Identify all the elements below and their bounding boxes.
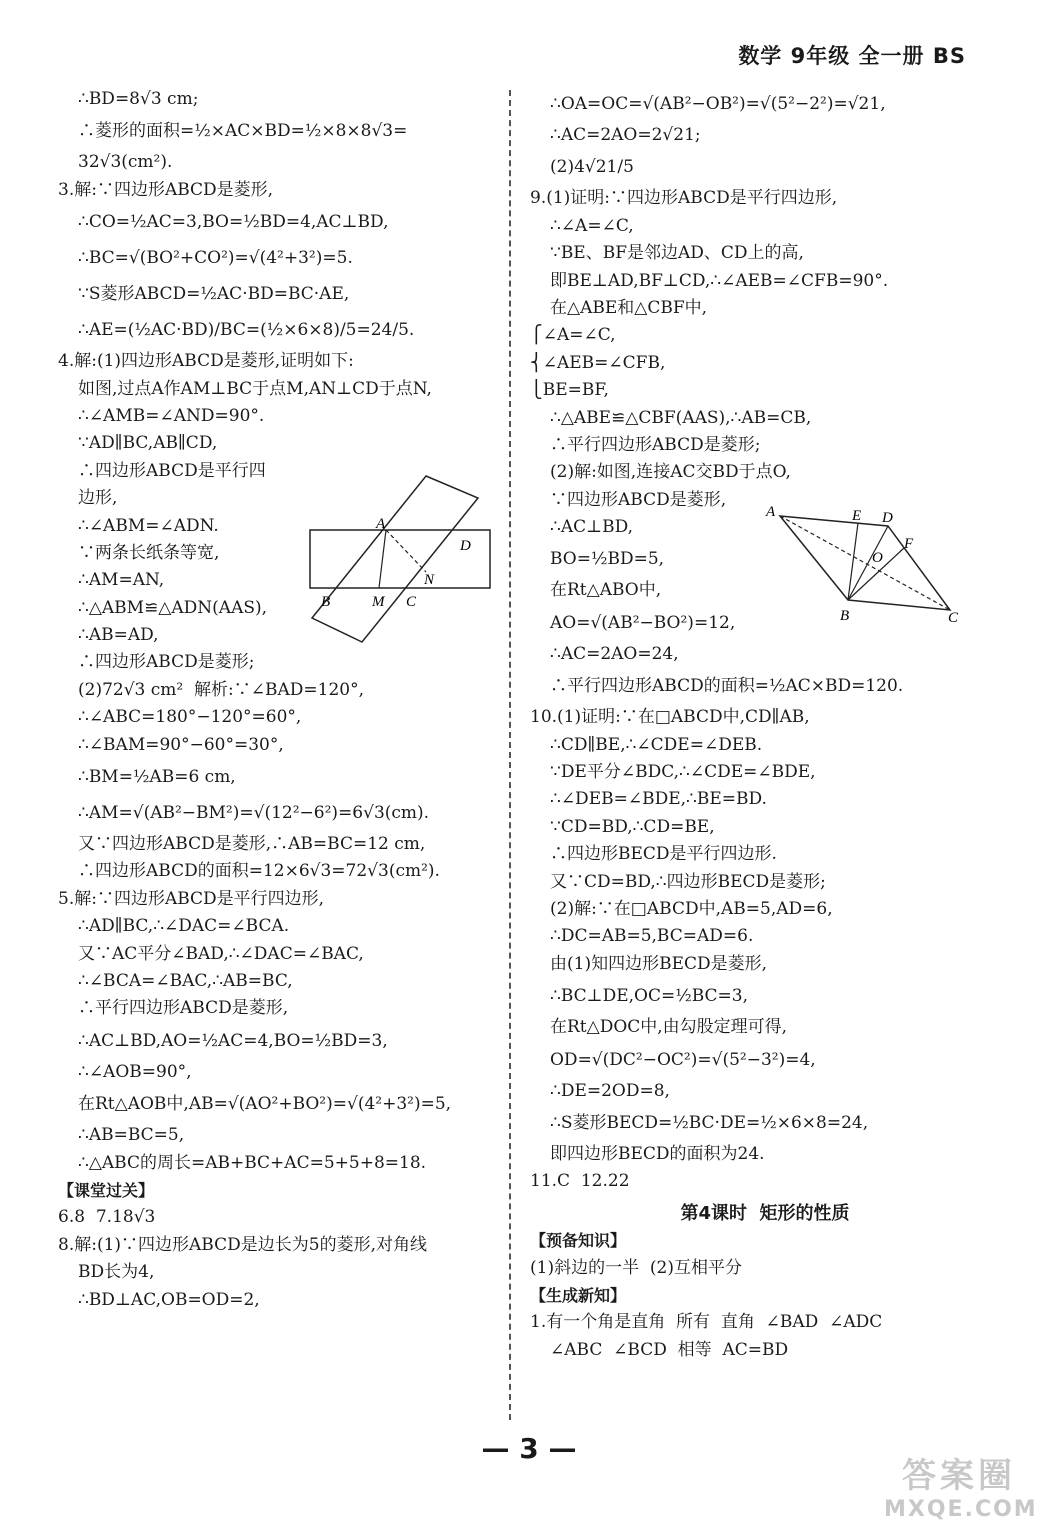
left-column-line: ∴菱形的面积=½×AC×BD=½×8×8√3= — [78, 121, 408, 142]
right-column-line: 在Rt△DOC中,由勾股定理可得, — [550, 1017, 788, 1038]
right-column-line: OD=√(DC²−OC²)=√(5²−3²)=4, — [550, 1049, 816, 1070]
right-column-line: ∴平行四边形ABCD是菱形; — [550, 434, 761, 455]
column-divider — [509, 90, 511, 1420]
right-column-line: ∴DC=AB=5,BC=AD=6. — [550, 926, 754, 947]
right-column-line: ∵CD=BD,∴CD=BE, — [550, 816, 715, 837]
right-column-line: ∴∠A=∠C, — [550, 215, 634, 236]
left-column-line: 又∵四边形ABCD是菱形,∴AB=BC=12 cm, — [78, 834, 426, 855]
label-m: M — [372, 594, 385, 610]
left-column-line: 32√3(cm²). — [78, 152, 173, 173]
right-column-line: 第4课时 矩形的性质 — [680, 1202, 850, 1224]
right-column-line: 又∵CD=BD,∴四边形BECD是菱形; — [550, 871, 826, 892]
left-column-line: 如图,过点A作AM⊥BC于点M,AN⊥CD于点N, — [78, 378, 432, 399]
watermark-top: 答案圈 — [902, 1456, 1016, 1496]
right-column-line: 1.有一个角是直角 所有 直角 ∠BAD ∠ADC — [530, 1312, 883, 1333]
left-column-line: 又∵AC平分∠BAD,∴∠DAC=∠BAC, — [78, 943, 364, 964]
left-column-line: 8.解:(1)∵四边形ABCD是边长为5的菱形,对角线 — [58, 1234, 427, 1255]
left-column-line: 【课堂过关】 — [58, 1180, 155, 1200]
left-column-line: ∴AE=(½AC·BD)/BC=(½×6×8)/5=24/5. — [78, 320, 415, 341]
right-column-line: ∴∠DEB=∠BDE,∴BE=BD. — [550, 789, 767, 810]
figure-paper-strips — [306, 474, 496, 644]
left-column-line: ∴平行四边形ABCD是菱形, — [78, 998, 289, 1019]
label-c: C — [406, 594, 417, 610]
left-column-line: ∴AB=AD, — [78, 625, 159, 646]
left-column-line: ∴AM=AN, — [78, 570, 165, 591]
left-column-line: ∴CO=½AC=3,BO=½BD=4,AC⊥BD, — [78, 212, 389, 233]
label-b: B — [321, 594, 331, 610]
label-o: O — [872, 550, 883, 566]
left-column-line: ∴四边形ABCD是平行四 — [78, 460, 266, 481]
right-column-line: ∵四边形ABCD是菱形, — [550, 489, 727, 510]
right-column-line: 【生成新知】 — [530, 1285, 627, 1305]
left-column-line: ∴∠BCA=∠BAC,∴AB=BC, — [78, 970, 293, 991]
right-column-line: ∴平行四边形ABCD的面积=½AC×BD=120. — [550, 676, 904, 697]
segment-an — [386, 530, 426, 572]
page-number: — 3 — — [481, 1432, 577, 1465]
slanted-strip — [312, 476, 478, 642]
left-column-line: 5.解:∵四边形ABCD是平行四边形, — [58, 888, 325, 909]
left-column-line: ∴四边形ABCD的面积=12×6√3=72√3(cm²). — [78, 861, 440, 882]
right-column-line: ∴CD∥BE,∴∠CDE=∠DEB. — [550, 734, 763, 755]
watermark-logo — [884, 1448, 1038, 1526]
label-f: F — [904, 536, 914, 552]
right-column-line: ⎩BE=BF, — [530, 380, 609, 401]
segment-am — [379, 530, 386, 588]
left-column-line: 4.解:(1)四边形ABCD是菱形,证明如下: — [58, 351, 354, 372]
left-column-line: 在Rt△AOB中,AB=√(AO²+BO²)=√(4²+3²)=5, — [78, 1094, 452, 1115]
watermark-bottom: MXQE.COM — [884, 1497, 1038, 1522]
right-column-line: 即四边形BECD的面积为24. — [550, 1143, 765, 1164]
left-column-line: ∴BD⊥AC,OB=OD=2, — [78, 1289, 260, 1310]
left-column-line: ∴四边形ABCD是菱形; — [78, 652, 255, 673]
right-column-line: ∴AC=2AO=24, — [550, 643, 679, 664]
figure-parallelogram — [764, 498, 970, 630]
left-column-line: ∴BC=√(BO²+CO²)=√(4²+3²)=5. — [78, 248, 353, 269]
right-column-line: 在△ABE和△CBF中, — [550, 297, 708, 318]
height-be — [848, 523, 858, 600]
right-column-line: ⎨∠AEB=∠CFB, — [530, 352, 666, 373]
left-column — [58, 86, 498, 1314]
label-b: B — [840, 608, 850, 624]
diagonal-ac — [780, 516, 950, 610]
page-header: 数学 9年级 全一册 BS — [738, 44, 966, 68]
right-column-line: 【预备知识】 — [530, 1231, 627, 1251]
right-column-line: ∴AC=2AO=2√21; — [550, 125, 701, 145]
right-column-line: (1)斜边的一半 (2)互相平分 — [530, 1257, 742, 1278]
right-column-line: ∴OA=OC=√(AB²−OB²)=√(5²−2²)=√21, — [550, 94, 886, 114]
right-column — [530, 86, 1000, 1364]
right-column-line: ∴四边形BECD是平行四边形. — [550, 844, 777, 865]
right-column-line: ∴S菱形BECD=½BC·DE=½×6×8=24, — [550, 1112, 869, 1133]
left-column-line: ∴∠ABC=180°−120°=60°, — [78, 707, 302, 728]
label-d: D — [460, 538, 471, 554]
left-column-line: ∴BD=8√3 cm; — [78, 89, 199, 109]
left-column-line: ∴AM=√(AB²−BM²)=√(12²−6²)=6√3(cm). — [78, 803, 430, 824]
right-column-line: ∠ABC ∠BCD 相等 AC=BD — [550, 1339, 789, 1360]
left-column-line: 6.8 7.18√3 — [58, 1207, 156, 1228]
right-column-line: 由(1)知四边形BECD是菱形, — [550, 953, 768, 974]
left-column-line: ∴AC⊥BD,AO=½AC=4,BO=½BD=3, — [78, 1030, 388, 1051]
left-column-line: 边形, — [78, 488, 118, 509]
label-a: A — [766, 504, 776, 520]
left-column-line: ∴BM=½AB=6 cm, — [78, 767, 236, 788]
left-column-line: ∵AD∥BC,AB∥CD, — [78, 433, 218, 454]
label-d: D — [882, 510, 893, 526]
right-column-line: ⎧∠A=∠C, — [530, 325, 616, 346]
left-column-line: (2)72√3 cm² 解析:∵∠BAD=120°, — [78, 679, 364, 700]
label-c: C — [948, 610, 959, 626]
right-column-line: ∵BE、BF是邻边AD、CD上的高, — [550, 243, 804, 264]
right-column-line: ∵DE平分∠BDC,∴∠CDE=∠BDE, — [550, 762, 816, 783]
label-a: A — [376, 516, 386, 532]
right-column-line: ∴BC⊥DE,OC=½BC=3, — [550, 986, 749, 1007]
left-column-line: ∴AB=BC=5, — [78, 1125, 185, 1146]
right-column-line: ∴DE=2OD=8, — [550, 1080, 670, 1101]
right-column-line: ∴AC⊥BD, — [550, 517, 634, 538]
right-column-line: 即BE⊥AD,BF⊥CD,∴∠AEB=∠CFB=90°. — [550, 270, 889, 291]
right-column-line: AO=√(AB²−BO²)=12, — [550, 612, 736, 633]
left-column-line: ∴△ABM≌△ADN(AAS), — [78, 597, 268, 618]
left-column-line: ∴△ABC的周长=AB+BC+AC=5+5+8=18. — [78, 1152, 427, 1173]
right-column-line: (2)解:∵在□ABCD中,AB=5,AD=6, — [550, 898, 833, 919]
left-column-line: ∴∠ABM=∠ADN. — [78, 515, 219, 536]
left-column-line: ∴AD∥BC,∴∠DAC=∠BCA. — [78, 916, 290, 937]
left-column-line: ∵两条长纸条等宽, — [78, 542, 220, 563]
left-column-line: BD长为4, — [78, 1262, 155, 1283]
right-column-line: BO=½BD=5, — [550, 549, 665, 570]
left-column-line: ∴∠BAM=90°−60°=30°, — [78, 734, 284, 755]
right-column-line: 10.(1)证明:∵在□ABCD中,CD∥AB, — [530, 707, 810, 728]
left-column-line: 3.解:∵四边形ABCD是菱形, — [58, 179, 274, 200]
label-n: N — [424, 572, 435, 588]
left-column-line: ∵S菱形ABCD=½AC·BD=BC·AE, — [78, 284, 350, 305]
left-column-line: ∴∠AOB=90°, — [78, 1061, 192, 1082]
right-column-line: 9.(1)证明:∵四边形ABCD是平行四边形, — [530, 188, 838, 209]
right-column-line: (2)4√21/5 — [550, 157, 634, 178]
right-column-line: ∴△ABE≌△CBF(AAS),∴AB=CB, — [550, 407, 812, 428]
right-column-line: 在Rt△ABO中, — [550, 580, 662, 601]
right-column-line: 11.C 12.22 — [530, 1171, 630, 1192]
label-e: E — [852, 508, 862, 524]
left-column-line: ∴∠AMB=∠AND=90°. — [78, 405, 265, 426]
right-column-line: (2)解:如图,连接AC交BD于点O, — [550, 462, 791, 483]
